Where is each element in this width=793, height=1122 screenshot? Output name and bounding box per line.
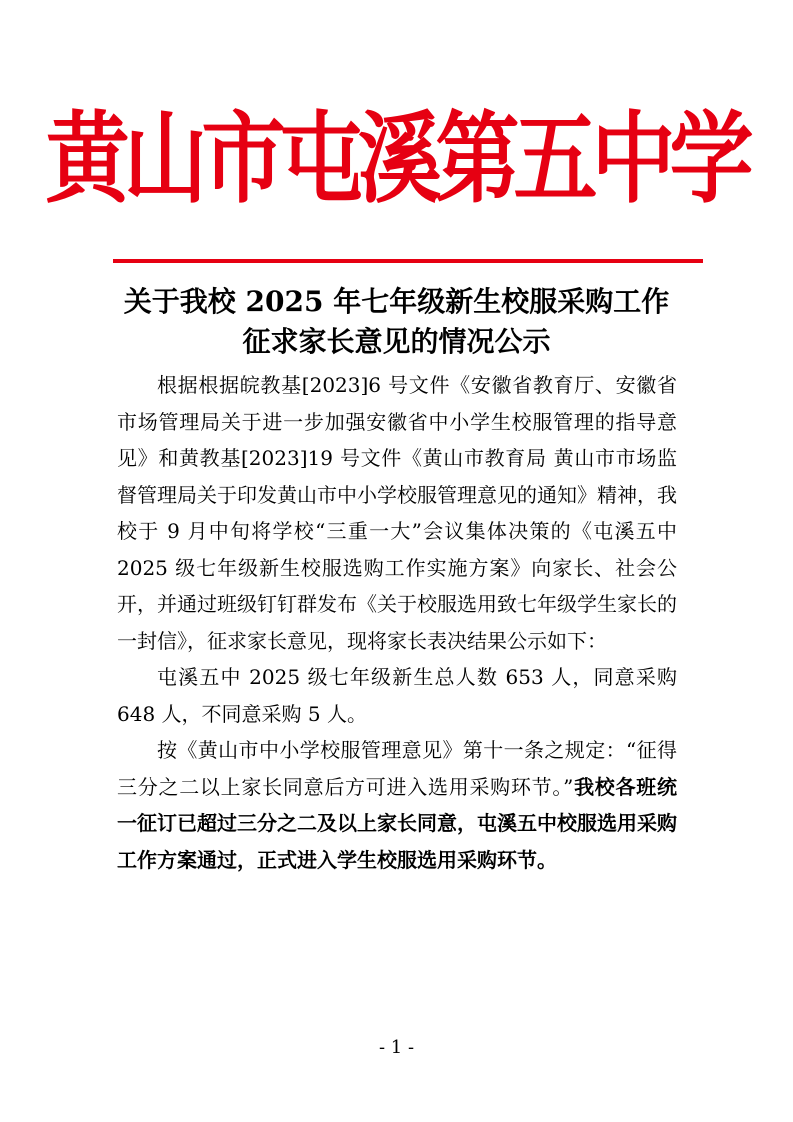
body-paragraph-3	[117, 732, 677, 878]
body-paragraph-2: 屯溪五中 2025 级七年级新生总人数 653 人，同意采购 648 人，不同意采购 5 人。	[117, 665, 677, 726]
notice-body	[117, 367, 677, 878]
body-paragraph-3-regular: 按《黄山市中小学校服管理意见》第十一条之规定：“征得三分之二以上家长同意后方可进入选用采购环节。”	[117, 738, 677, 799]
notice-title	[100, 282, 693, 362]
page-number: - 1 -	[378, 1037, 415, 1058]
school-masthead: 黄山市屯溪第五中学	[45, 100, 748, 217]
notice-title-line-2: 征求家长意见的情况公示	[242, 325, 551, 358]
body-paragraph-3-bold: 我校各班统一征订已超过三分之二及以上家长同意，屯溪五中校服选用采购工作方案通过，正式进入学生校服选用采购环节。	[117, 774, 678, 872]
notice-title-line-1: 关于我校 2025 年七年级新生校服采购工作	[123, 285, 670, 318]
header-divider-line	[113, 259, 703, 263]
body-paragraph-1: 根据根据皖教基[2023]6 号文件《安徽省教育厅、安徽省市场管理局关于进一步加强安徽省中小学生校服管理的指导意见》和黄教基[2023]19 号文件《黄山市教育局 黄山市市场监督管理局关于印发黄山市中小学校服管理意见的通知》精神，我校于 9 月中旬将学校“三重一大”会议集体决策的《屯溪五中 2025 级七年级新生校服选购工作实施方案》向家长、社会公开，并通过班级钉钉群发布《关于校服选用致七年级学生家长的一封信》，征求家长意见，现将家长表决结果公示如下：	[117, 373, 677, 653]
